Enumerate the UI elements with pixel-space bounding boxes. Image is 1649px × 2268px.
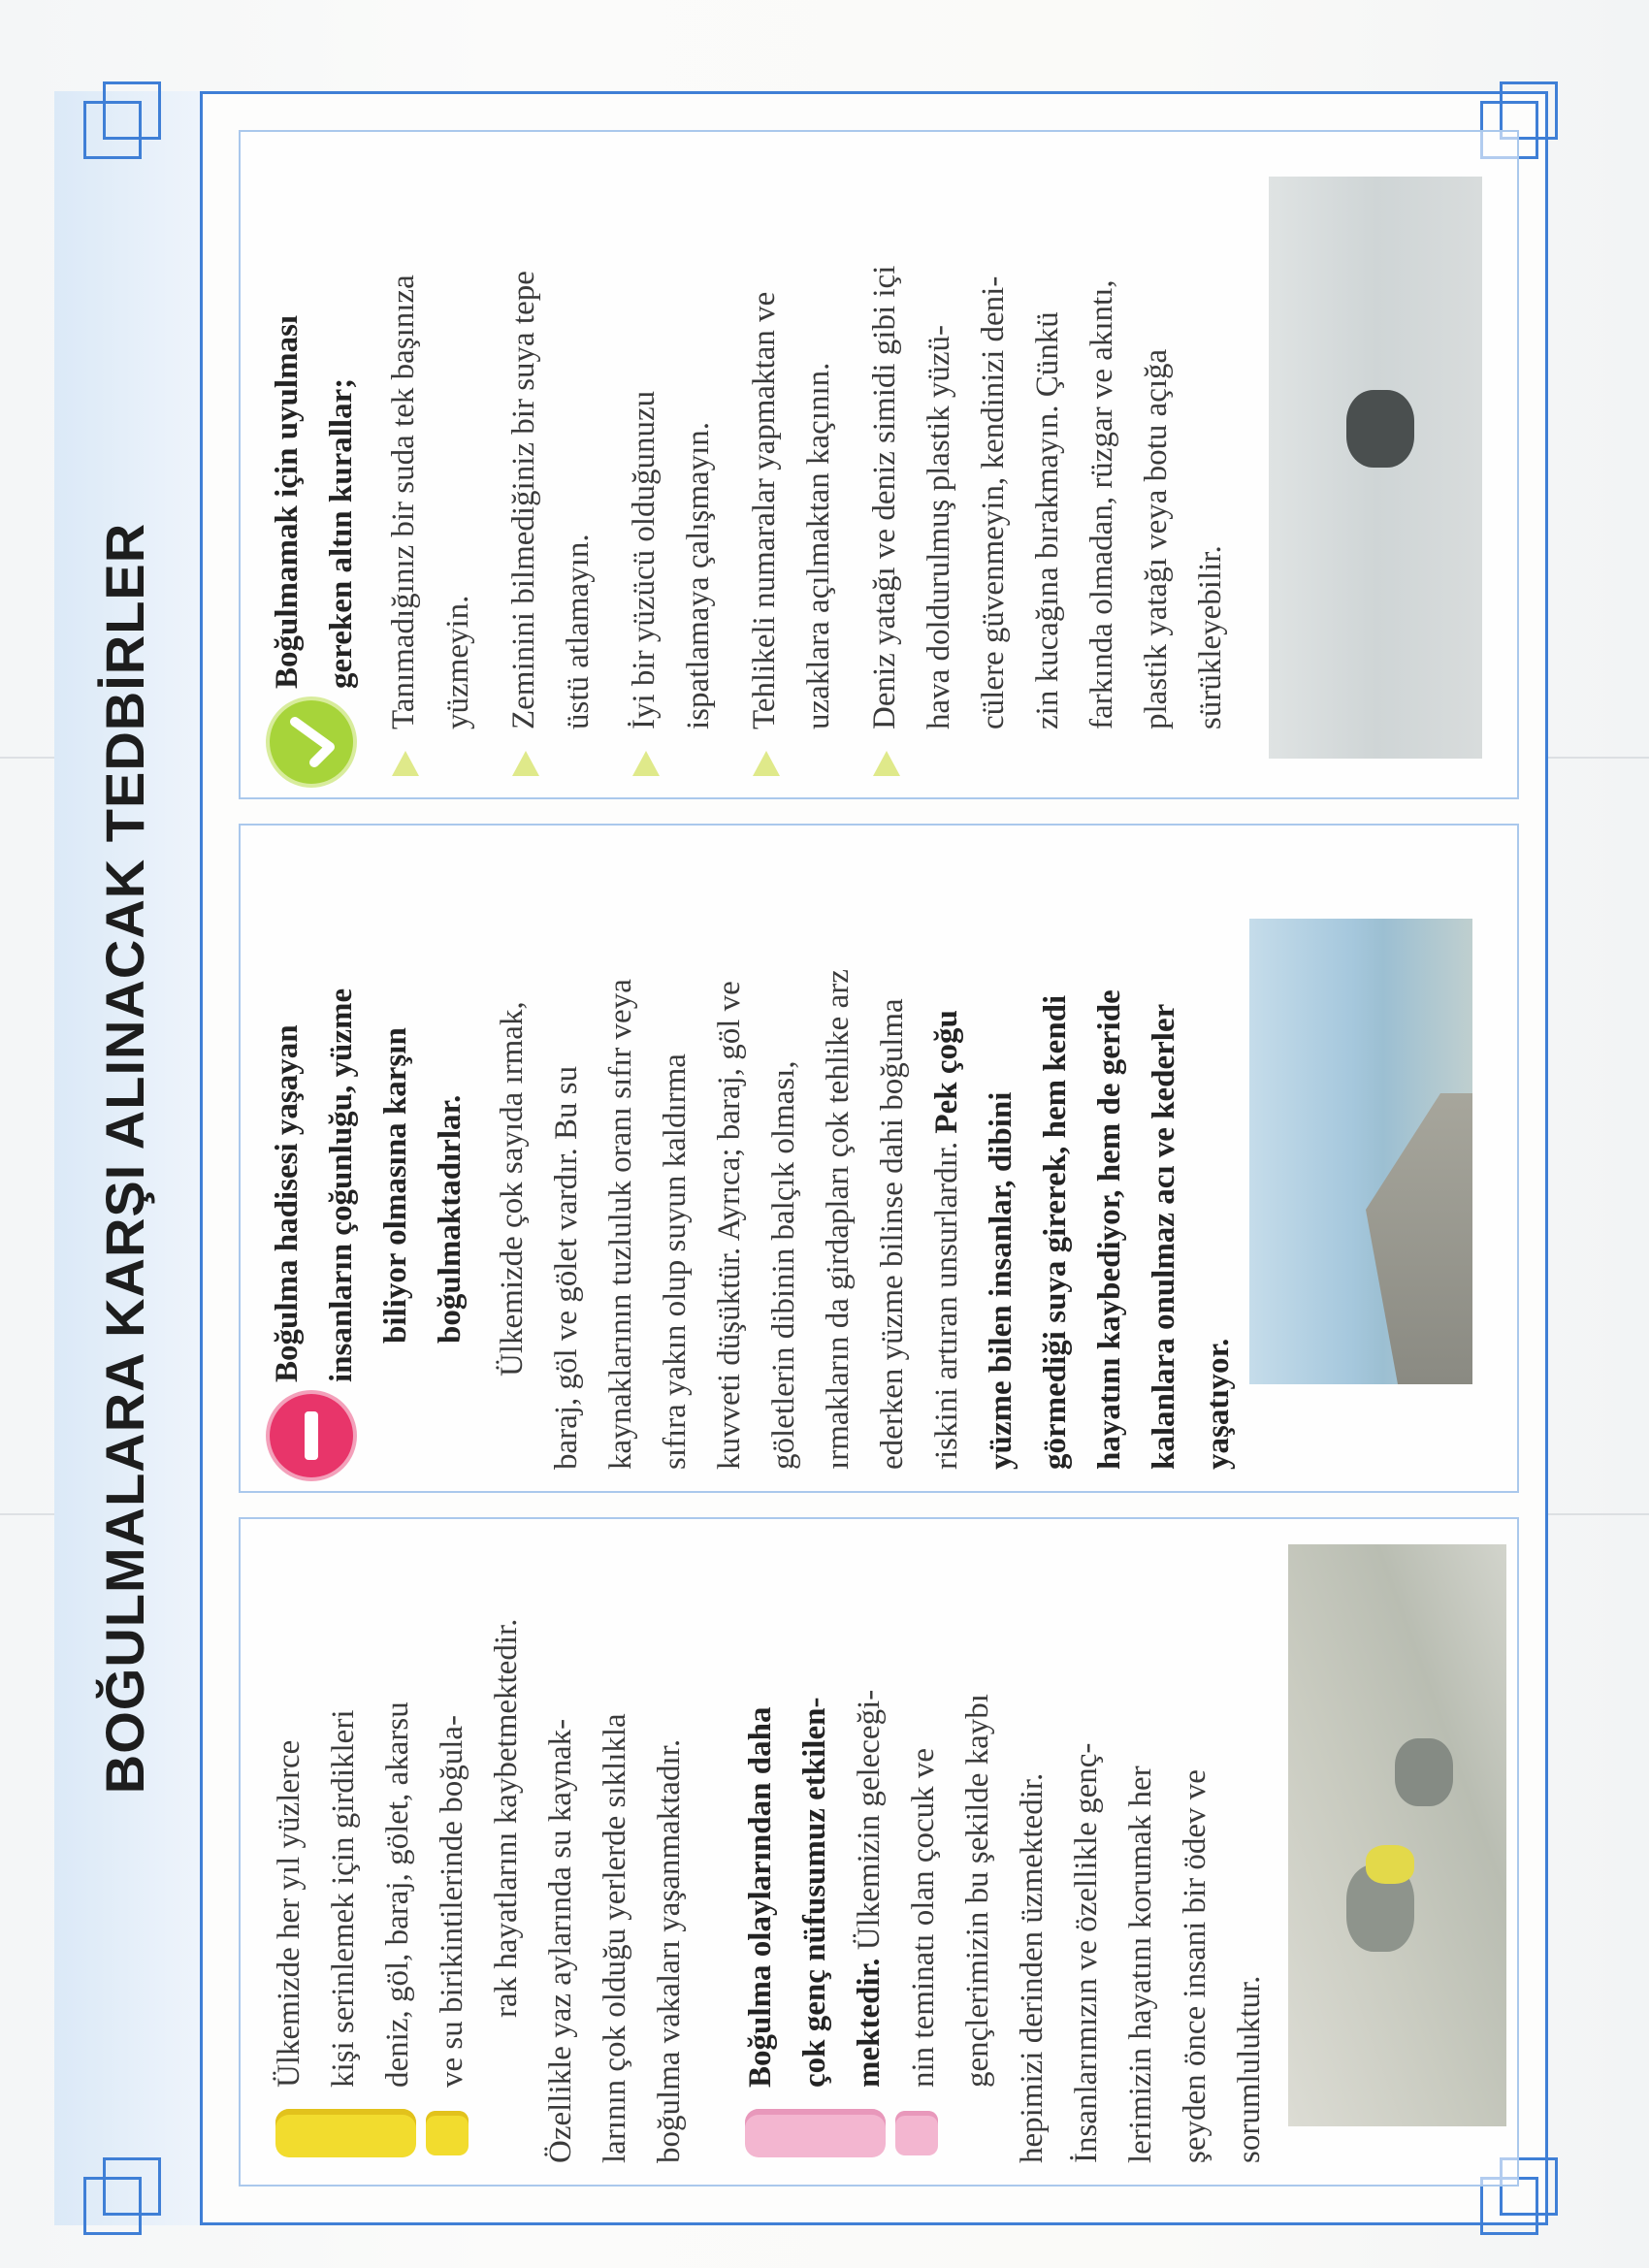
drowning-rescue-photo — [1288, 1544, 1506, 2126]
bold-text-line: kalanlara onulmaz acı ve kederler — [1147, 1003, 1181, 1470]
text-line: cülere güvenmeyin, kendinizi deni- — [976, 275, 1011, 729]
text-line: üstü atlamayın. — [561, 534, 596, 729]
middle-paragraph-2 — [485, 843, 1245, 1470]
text-line: rak hayatlarını kaybetmektedir. — [489, 1618, 524, 2018]
text-line: sıfıra yakın olup suyun kaldırma — [658, 1053, 693, 1470]
left-paragraph-2b — [1005, 1535, 1277, 2163]
text-line: uzaklara açılmaktan kaçının. — [801, 362, 836, 729]
exclamation-yellow-icon — [275, 2099, 469, 2167]
text-line: nin teminatı olan çocuk ve — [906, 1747, 941, 2088]
text-line: hepimizi derinden üzmektedir. — [1015, 1772, 1050, 2163]
page-title: BOĞULMALARA KARŞI ALINACAK TEDBİRLER — [94, 522, 155, 1795]
text-line: Özellikle yaz aylarında su kaynak- — [543, 1718, 578, 2163]
chevron-arrow-icon — [753, 751, 780, 776]
text-line: Tehlikeli numaralar yapmaktan ve — [747, 291, 782, 729]
text-line: riskini artıran unsurlardır. — [929, 1141, 964, 1470]
text-line: baraj, göl ve gölet vardır. Bu su — [549, 1065, 584, 1470]
rule-item — [497, 149, 605, 776]
rotated-brochure — [54, 91, 1548, 2225]
bold-text-line: yaşatıyor. — [1201, 1338, 1236, 1470]
text-line: sorumluluktur. — [1232, 1975, 1267, 2163]
text-line: İyi bir yüzücü olduğunuzu — [627, 390, 662, 729]
right-panel — [239, 130, 1519, 799]
text-line: plastik yatağı veya botu açığa — [1139, 348, 1174, 729]
text-line: Deniz yatağı ve deniz simidi gibi içi — [867, 265, 902, 729]
rule-item — [737, 149, 846, 776]
middle-paragraph-1 — [260, 843, 477, 1382]
left-paragraph-1a — [262, 1535, 479, 2088]
text-line: ederken yüzme bilinse dahi boğulma — [875, 998, 910, 1470]
rules-list — [376, 149, 1238, 776]
bold-text-line: Boğulmamak için uyulması — [270, 314, 305, 689]
text-line: göletlerin dibinin balçık olması, — [766, 1060, 801, 1470]
bold-text-line: biliyor olmasına karşın — [378, 1027, 413, 1344]
left-paragraph-1b — [479, 1535, 696, 2163]
bold-text-line: Pek çoğu — [929, 1010, 964, 1134]
photo-figure — [1395, 1738, 1453, 1806]
text-line: kaynaklarının tuzluluk oranı sıfır veya — [603, 979, 638, 1470]
text-line: şeyden önce insani bir ödev ve — [1178, 1769, 1212, 2163]
text-line: farkında olmadan, rüzgar ve akıntı, — [1084, 279, 1119, 729]
bold-text-line: gereken altın kurallar; — [324, 377, 359, 689]
photo-rock — [1366, 1093, 1472, 1384]
bold-text-line: çok genç nüfusumuz etkilen- — [797, 1697, 832, 2088]
bold-text-line: Boğulma olaylarından daha — [743, 1706, 778, 2088]
text-line: kuvveti düşüktür. Ayrıca; baraj, göl ve — [712, 981, 747, 1470]
text-line: ırmakların da girdapları çok tehlike arz — [821, 969, 856, 1470]
text-line: ve su birikintilerinde boğula- — [435, 1715, 469, 2088]
text-line: gençlerimizin bu şekilde kaybı — [960, 1694, 995, 2088]
chevron-arrow-icon — [873, 751, 900, 776]
bold-text-line: insanların çoğunluğu, yüzme — [324, 988, 359, 1382]
text-line: Ülkemizde çok sayıda ırmak, — [495, 1001, 530, 1377]
corner-decoration — [83, 81, 161, 159]
text-line: zin kucağına bırakmayın. Çünkü — [1030, 311, 1065, 729]
text-line: ispatlamaya çalışmayın. — [681, 421, 716, 729]
rule-item — [857, 149, 1238, 776]
text-line: boğulma vakaları yaşanmaktadır. — [652, 1738, 687, 2163]
bold-text-line: hayatını kaybediyor, hem de geride — [1092, 989, 1127, 1470]
chevron-arrow-icon — [632, 751, 660, 776]
text-line: yüzmeyin. — [440, 595, 475, 729]
corner-decoration — [83, 2157, 161, 2235]
text-line: Zeminini bilmediğiniz bir suya tepe — [506, 271, 541, 729]
photo-figure — [1346, 390, 1414, 468]
chevron-arrow-icon — [512, 751, 539, 776]
text-line: Ülkemizde her yıl yüzlerce — [272, 1739, 307, 2088]
text-line: sürükleyebilir. — [1193, 545, 1228, 729]
person-in-water-photo — [1269, 177, 1482, 759]
text-line: deniz, göl, baraj, gölet, akarsu — [380, 1701, 415, 2088]
chevron-arrow-icon — [392, 751, 419, 776]
text-line: Tanımadığınız bir suda tek başınıza — [386, 275, 421, 729]
left-paragraph-2a — [733, 1535, 1005, 2088]
left-panel — [239, 1517, 1519, 2187]
rule-item — [376, 149, 485, 776]
exclamation-pink-icon — [745, 2099, 939, 2167]
no-entry-red-icon — [270, 1394, 353, 1477]
bold-text-line: görmediği suya girerek, hem kendi — [1038, 994, 1073, 1470]
rocky-shore-sea-photo — [1249, 919, 1472, 1384]
text-line: larının çok olduğu yerlerde sıklıkla — [598, 1713, 632, 2163]
bold-text-line: Boğulma hadisesi yaşayan — [270, 1024, 305, 1382]
text-line: hava doldurulmuş plastik yüzü- — [922, 324, 956, 729]
green-check-icon — [270, 700, 353, 784]
right-heading — [260, 149, 369, 689]
middle-panel — [239, 824, 1519, 1493]
bold-text-line: mektedir. — [852, 1958, 887, 2088]
text-line: Ülkemizin geleceği- — [852, 1689, 887, 1951]
bold-text-line: yüzme bilen insanlar, dibini — [984, 1091, 1018, 1470]
bold-text-line: boğulmaktadırlar. — [433, 1094, 468, 1344]
photo-figure — [1366, 1845, 1414, 1884]
rule-item — [617, 149, 726, 776]
text-line: İnsanlarımızın ve özellikle genç- — [1069, 1742, 1104, 2163]
text-line: lerimizin hayatını korumak her — [1123, 1766, 1158, 2163]
text-line: kişi serinlemek için girdikleri — [326, 1709, 361, 2088]
